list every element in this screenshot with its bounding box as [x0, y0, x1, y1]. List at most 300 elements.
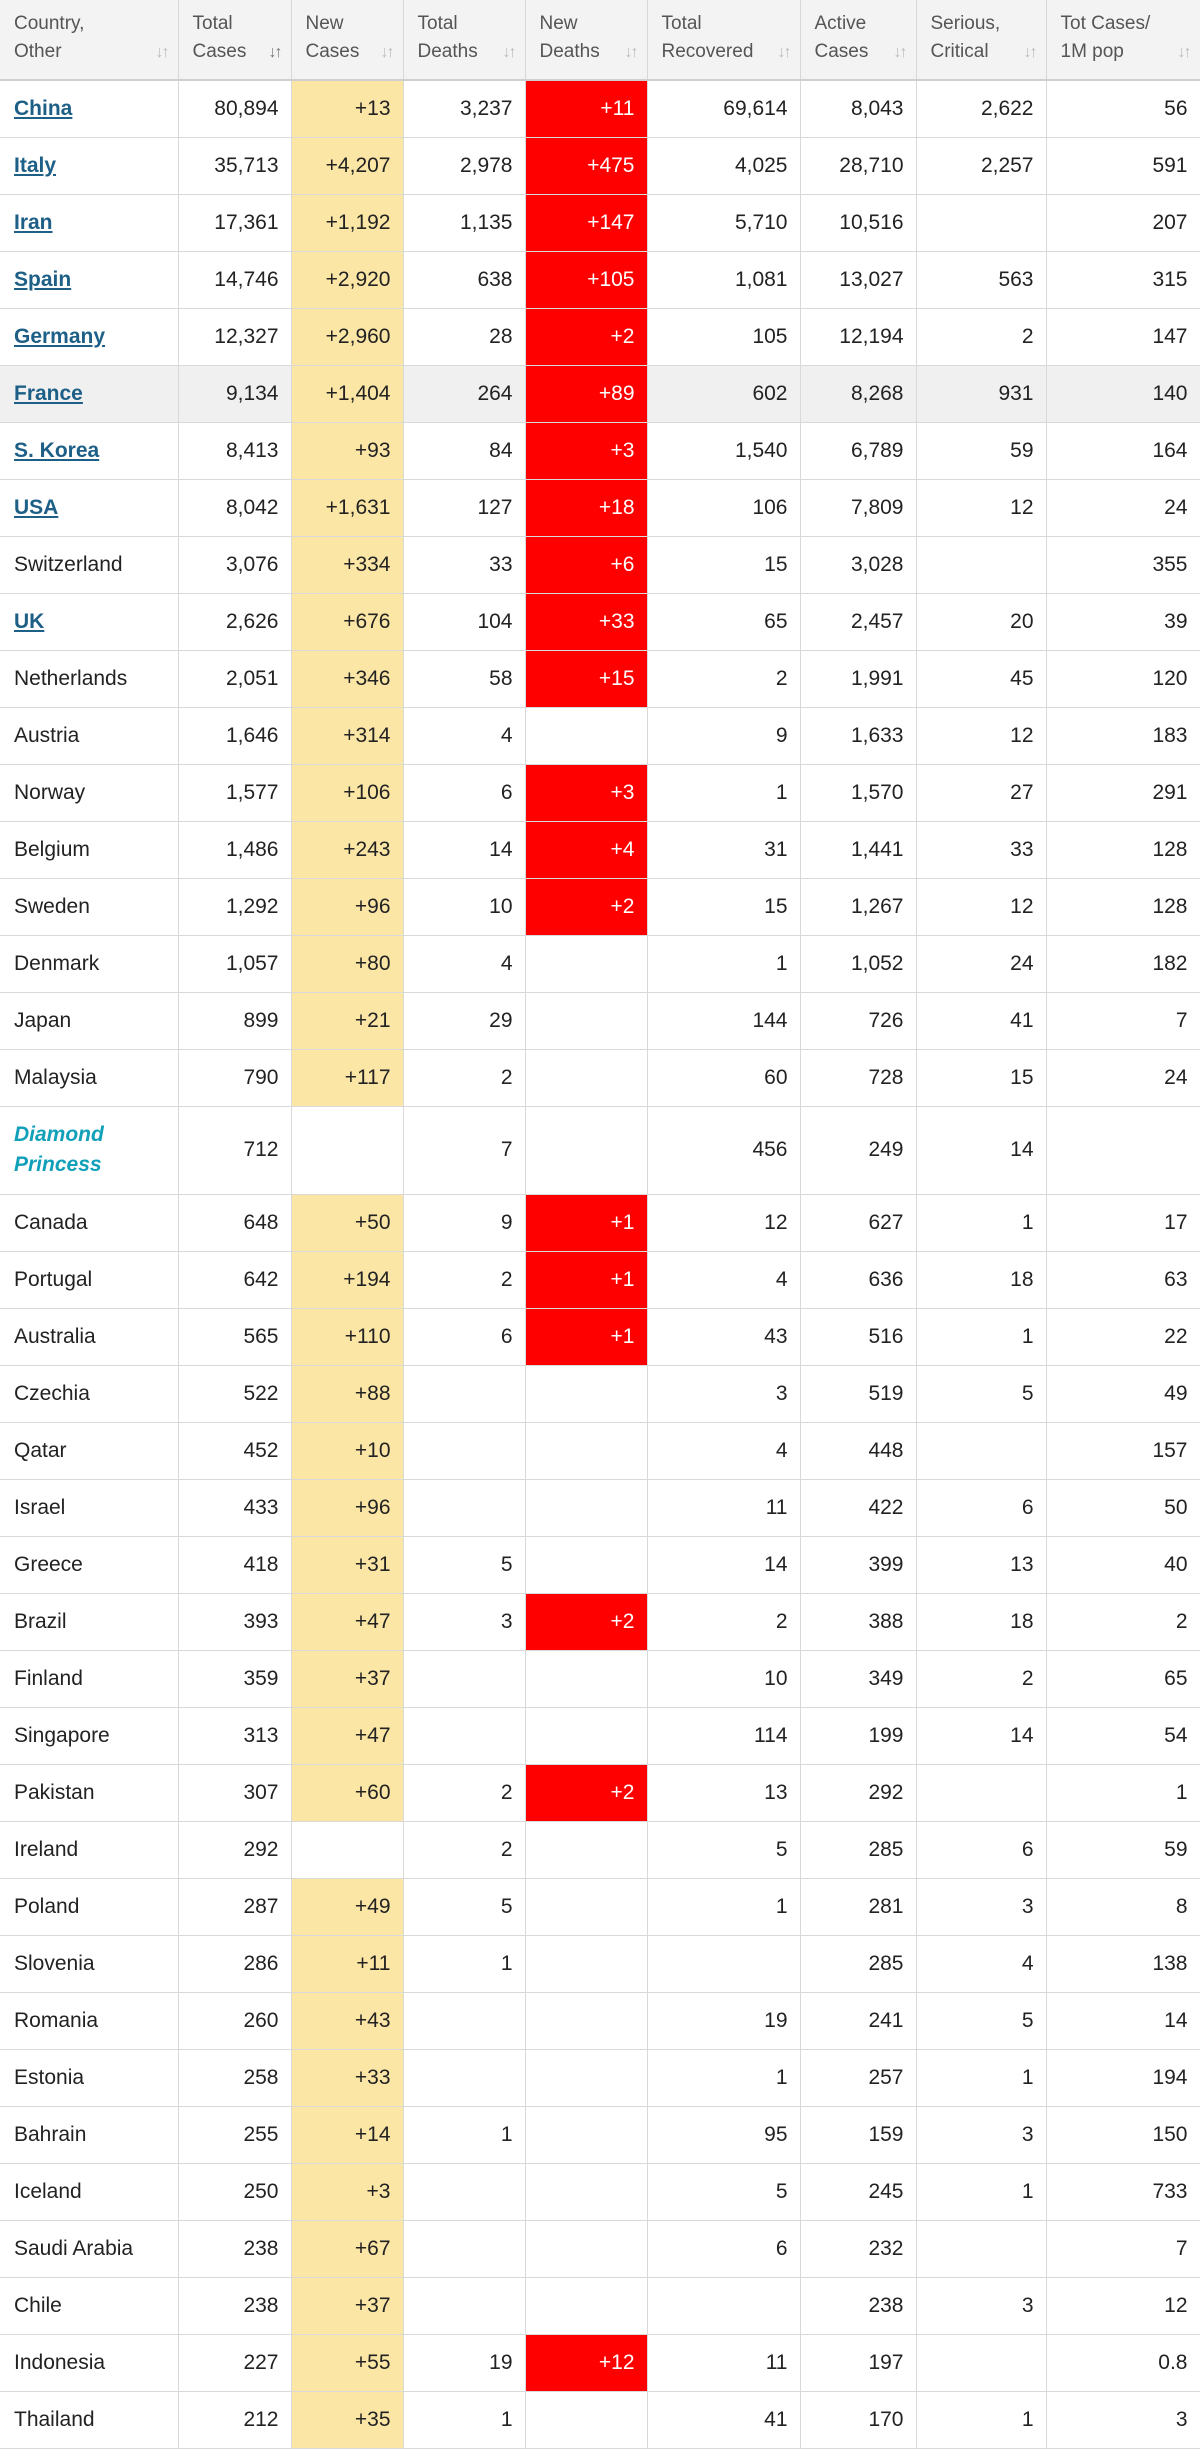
- table-row: [0, 308, 1200, 365]
- total-deaths-cell: 4: [403, 935, 525, 992]
- sort-arrows-icon[interactable]: ↓↑: [155, 44, 168, 61]
- new-cases-cell: +110: [291, 1308, 403, 1365]
- country-name: Romania: [0, 1992, 178, 2049]
- total-deaths-cell: 19: [403, 2334, 525, 2391]
- country-name[interactable]: Diamond Princess: [0, 1106, 178, 1194]
- total-cases-cell: 307: [178, 1764, 291, 1821]
- active-cases-cell: 728: [800, 1049, 916, 1106]
- serious-critical-cell: [916, 1764, 1046, 1821]
- new-cases-cell: +11: [291, 1935, 403, 1992]
- per-million-cell: 59: [1046, 1821, 1200, 1878]
- total-recovered-cell: 14: [647, 1536, 800, 1593]
- active-cases-cell: 238: [800, 2277, 916, 2334]
- country-name[interactable]: Germany: [0, 308, 178, 365]
- serious-critical-cell: 5: [916, 1992, 1046, 2049]
- table-row: [0, 935, 1200, 992]
- column-header-line: Cases: [305, 41, 360, 62]
- per-million-cell: 355: [1046, 536, 1200, 593]
- column-header-tot-cases-per-1m-pop[interactable]: [1046, 0, 1200, 80]
- per-million-cell: 182: [1046, 935, 1200, 992]
- active-cases-cell: 285: [800, 1935, 916, 1992]
- country-name: Saudi Arabia: [0, 2220, 178, 2277]
- country-name: Czechia: [0, 1365, 178, 1422]
- serious-critical-cell: [916, 1422, 1046, 1479]
- serious-critical-cell: 3: [916, 1878, 1046, 1935]
- serious-critical-cell: 1: [916, 1194, 1046, 1251]
- table-row: [0, 878, 1200, 935]
- new-cases-cell: +43: [291, 1992, 403, 2049]
- total-cases-cell: 35,713: [178, 137, 291, 194]
- serious-critical-cell: 1: [916, 2049, 1046, 2106]
- total-cases-cell: 255: [178, 2106, 291, 2163]
- serious-critical-cell: 12: [916, 878, 1046, 935]
- per-million-cell: 120: [1046, 650, 1200, 707]
- new-cases-cell: +50: [291, 1194, 403, 1251]
- total-recovered-cell: 15: [647, 536, 800, 593]
- new-cases-cell: [291, 1106, 403, 1194]
- country-name: Denmark: [0, 935, 178, 992]
- active-cases-cell: 1,441: [800, 821, 916, 878]
- column-header-total-deaths[interactable]: [403, 0, 525, 80]
- total-deaths-cell: 5: [403, 1536, 525, 1593]
- column-header-total-cases[interactable]: [178, 0, 291, 80]
- new-deaths-cell: +2: [525, 1593, 647, 1650]
- per-million-cell: 54: [1046, 1707, 1200, 1764]
- total-deaths-cell: 4: [403, 707, 525, 764]
- total-deaths-cell: 2: [403, 1764, 525, 1821]
- country-name: Austria: [0, 707, 178, 764]
- new-deaths-cell: +3: [525, 764, 647, 821]
- serious-critical-cell: 2,622: [916, 80, 1046, 137]
- country-name[interactable]: Italy: [0, 137, 178, 194]
- country-name[interactable]: Spain: [0, 251, 178, 308]
- sort-arrows-icon[interactable]: ↓↑: [777, 44, 790, 61]
- active-cases-cell: 349: [800, 1650, 916, 1707]
- sort-arrows-icon[interactable]: ↓↑: [1023, 44, 1036, 61]
- total-recovered-cell: 2: [647, 1593, 800, 1650]
- serious-critical-cell: 18: [916, 1593, 1046, 1650]
- table-row: [0, 2277, 1200, 2334]
- total-cases-cell: 1,577: [178, 764, 291, 821]
- new-cases-cell: +243: [291, 821, 403, 878]
- per-million-cell: 24: [1046, 479, 1200, 536]
- new-cases-cell: +334: [291, 536, 403, 593]
- total-recovered-cell: 41: [647, 2391, 800, 2448]
- total-cases-cell: 80,894: [178, 80, 291, 137]
- new-deaths-cell: +2: [525, 1764, 647, 1821]
- serious-critical-cell: 41: [916, 992, 1046, 1049]
- new-cases-cell: +13: [291, 80, 403, 137]
- active-cases-cell: 170: [800, 2391, 916, 2448]
- serious-critical-cell: 12: [916, 479, 1046, 536]
- country-name: Chile: [0, 2277, 178, 2334]
- total-cases-cell: 2,626: [178, 593, 291, 650]
- active-cases-cell: 8,268: [800, 365, 916, 422]
- new-deaths-cell: +1: [525, 1308, 647, 1365]
- new-deaths-cell: [525, 992, 647, 1049]
- total-deaths-cell: 2: [403, 1821, 525, 1878]
- active-cases-cell: 1,991: [800, 650, 916, 707]
- country-name: Iceland: [0, 2163, 178, 2220]
- table-row: [0, 1308, 1200, 1365]
- serious-critical-cell: 1: [916, 1308, 1046, 1365]
- active-cases-cell: 10,516: [800, 194, 916, 251]
- new-cases-cell: [291, 1821, 403, 1878]
- new-deaths-cell: [525, 1650, 647, 1707]
- column-header-new-cases[interactable]: [291, 0, 403, 80]
- total-cases-cell: 17,361: [178, 194, 291, 251]
- per-million-cell: 63: [1046, 1251, 1200, 1308]
- country-name: Thailand: [0, 2391, 178, 2448]
- country-name: Japan: [0, 992, 178, 1049]
- new-deaths-cell: +4: [525, 821, 647, 878]
- per-million-cell: 315: [1046, 251, 1200, 308]
- per-million-cell: 164: [1046, 422, 1200, 479]
- serious-critical-cell: 1: [916, 2163, 1046, 2220]
- new-deaths-cell: [525, 1106, 647, 1194]
- total-cases-cell: 250: [178, 2163, 291, 2220]
- new-deaths-cell: +475: [525, 137, 647, 194]
- country-name: Sweden: [0, 878, 178, 935]
- sort-arrows-icon[interactable]: ↓↑: [1177, 44, 1190, 61]
- table-row: [0, 1365, 1200, 1422]
- total-recovered-cell: 19: [647, 1992, 800, 2049]
- total-recovered-cell: 114: [647, 1707, 800, 1764]
- total-recovered-cell: 5: [647, 2163, 800, 2220]
- total-cases-cell: 287: [178, 1878, 291, 1935]
- table-row: [0, 536, 1200, 593]
- per-million-cell: 138: [1046, 1935, 1200, 1992]
- new-cases-cell: +4,207: [291, 137, 403, 194]
- country-name[interactable]: S. Korea: [0, 422, 178, 479]
- per-million-cell: 0.8: [1046, 2334, 1200, 2391]
- new-deaths-cell: [525, 2163, 647, 2220]
- sort-arrows-icon[interactable]: ↓↑: [624, 44, 637, 61]
- country-name: Belgium: [0, 821, 178, 878]
- new-cases-cell: +1,404: [291, 365, 403, 422]
- new-cases-cell: +1,631: [291, 479, 403, 536]
- total-recovered-cell: 2: [647, 650, 800, 707]
- total-recovered-cell: 4: [647, 1422, 800, 1479]
- total-recovered-cell: 60: [647, 1049, 800, 1106]
- total-deaths-cell: 6: [403, 764, 525, 821]
- total-cases-cell: 14,746: [178, 251, 291, 308]
- column-header-new-deaths[interactable]: [525, 0, 647, 80]
- column-header-line: Tot Cases/: [1060, 13, 1151, 34]
- new-cases-cell: +37: [291, 2277, 403, 2334]
- new-deaths-cell: +2: [525, 308, 647, 365]
- total-cases-cell: 238: [178, 2277, 291, 2334]
- country-name: Finland: [0, 1650, 178, 1707]
- country-name: Poland: [0, 1878, 178, 1935]
- active-cases-cell: 1,570: [800, 764, 916, 821]
- active-cases-cell: 281: [800, 1878, 916, 1935]
- new-deaths-cell: [525, 1365, 647, 1422]
- table-row: [0, 2049, 1200, 2106]
- new-cases-cell: +1,192: [291, 194, 403, 251]
- column-header-active-cases[interactable]: [800, 0, 916, 80]
- per-million-cell: 56: [1046, 80, 1200, 137]
- per-million-cell: 147: [1046, 308, 1200, 365]
- new-deaths-cell: +3: [525, 422, 647, 479]
- table-row: [0, 1707, 1200, 1764]
- new-cases-cell: +194: [291, 1251, 403, 1308]
- active-cases-cell: 12,194: [800, 308, 916, 365]
- new-deaths-cell: [525, 1992, 647, 2049]
- new-deaths-cell: [525, 1479, 647, 1536]
- total-deaths-cell: 9: [403, 1194, 525, 1251]
- total-deaths-cell: 638: [403, 251, 525, 308]
- new-cases-cell: +47: [291, 1707, 403, 1764]
- per-million-cell: 50: [1046, 1479, 1200, 1536]
- new-cases-cell: +96: [291, 878, 403, 935]
- new-deaths-cell: [525, 2277, 647, 2334]
- total-cases-cell: 565: [178, 1308, 291, 1365]
- table-row: [0, 2391, 1200, 2448]
- new-deaths-cell: +105: [525, 251, 647, 308]
- new-cases-cell: +93: [291, 422, 403, 479]
- country-name: Israel: [0, 1479, 178, 1536]
- table-row: [0, 2106, 1200, 2163]
- per-million-cell: 183: [1046, 707, 1200, 764]
- total-recovered-cell: 9: [647, 707, 800, 764]
- active-cases-cell: 1,633: [800, 707, 916, 764]
- serious-critical-cell: 2: [916, 308, 1046, 365]
- serious-critical-cell: 3: [916, 2277, 1046, 2334]
- new-cases-cell: +49: [291, 1878, 403, 1935]
- table-body: [0, 80, 1200, 2448]
- active-cases-cell: 726: [800, 992, 916, 1049]
- per-million-cell: 12: [1046, 2277, 1200, 2334]
- active-cases-cell: 636: [800, 1251, 916, 1308]
- total-deaths-cell: 2,978: [403, 137, 525, 194]
- per-million-cell: 1: [1046, 1764, 1200, 1821]
- total-recovered-cell: 1: [647, 764, 800, 821]
- new-cases-cell: +314: [291, 707, 403, 764]
- country-name: Netherlands: [0, 650, 178, 707]
- new-deaths-cell: +12: [525, 2334, 647, 2391]
- column-header-line: Total: [661, 13, 702, 34]
- per-million-cell: 14: [1046, 1992, 1200, 2049]
- total-cases-cell: 2,051: [178, 650, 291, 707]
- total-recovered-cell: [647, 2277, 800, 2334]
- table-row: [0, 1764, 1200, 1821]
- sort-arrows-icon[interactable]: ↓↑: [893, 44, 906, 61]
- table-row: [0, 1536, 1200, 1593]
- total-cases-cell: 642: [178, 1251, 291, 1308]
- serious-critical-cell: 2: [916, 1650, 1046, 1707]
- per-million-cell: 194: [1046, 2049, 1200, 2106]
- table-row: [0, 1878, 1200, 1935]
- active-cases-cell: 199: [800, 1707, 916, 1764]
- total-deaths-cell: 28: [403, 308, 525, 365]
- serious-critical-cell: 45: [916, 650, 1046, 707]
- total-deaths-cell: 3,237: [403, 80, 525, 137]
- new-cases-cell: +106: [291, 764, 403, 821]
- total-cases-cell: 712: [178, 1106, 291, 1194]
- total-deaths-cell: 6: [403, 1308, 525, 1365]
- total-deaths-cell: 29: [403, 992, 525, 1049]
- new-cases-cell: +60: [291, 1764, 403, 1821]
- active-cases-cell: 197: [800, 2334, 916, 2391]
- table-row: [0, 1106, 1200, 1194]
- new-cases-cell: +33: [291, 2049, 403, 2106]
- country-name: Switzerland: [0, 536, 178, 593]
- column-header-line: Recovered: [661, 41, 754, 62]
- table-row: [0, 821, 1200, 878]
- per-million-cell: 150: [1046, 2106, 1200, 2163]
- total-recovered-cell: 1: [647, 935, 800, 992]
- serious-critical-cell: [916, 2334, 1046, 2391]
- new-deaths-cell: [525, 935, 647, 992]
- column-header-total-recovered[interactable]: [647, 0, 800, 80]
- total-deaths-cell: 3: [403, 1593, 525, 1650]
- column-header-line: Deaths: [417, 41, 478, 62]
- total-deaths-cell: [403, 1650, 525, 1707]
- per-million-cell: 2: [1046, 1593, 1200, 1650]
- active-cases-cell: 7,809: [800, 479, 916, 536]
- new-deaths-cell: +89: [525, 365, 647, 422]
- country-name[interactable]: USA: [0, 479, 178, 536]
- serious-critical-cell: 27: [916, 764, 1046, 821]
- new-cases-cell: +55: [291, 2334, 403, 2391]
- total-recovered-cell: 11: [647, 1479, 800, 1536]
- country-name: Indonesia: [0, 2334, 178, 2391]
- active-cases-cell: 422: [800, 1479, 916, 1536]
- country-name[interactable]: China: [0, 80, 178, 137]
- active-cases-cell: 399: [800, 1536, 916, 1593]
- total-deaths-cell: [403, 2220, 525, 2277]
- serious-critical-cell: 2,257: [916, 137, 1046, 194]
- total-deaths-cell: 5: [403, 1878, 525, 1935]
- serious-critical-cell: 59: [916, 422, 1046, 479]
- table-row: [0, 137, 1200, 194]
- country-name: Norway: [0, 764, 178, 821]
- active-cases-cell: 516: [800, 1308, 916, 1365]
- active-cases-cell: 245: [800, 2163, 916, 2220]
- total-recovered-cell: 12: [647, 1194, 800, 1251]
- new-deaths-cell: +33: [525, 593, 647, 650]
- total-deaths-cell: 2: [403, 1251, 525, 1308]
- total-cases-cell: 1,646: [178, 707, 291, 764]
- total-recovered-cell: 11: [647, 2334, 800, 2391]
- column-header-line: Total: [417, 13, 458, 34]
- table-row: [0, 479, 1200, 536]
- table-row: [0, 365, 1200, 422]
- new-deaths-cell: [525, 1821, 647, 1878]
- serious-critical-cell: [916, 2220, 1046, 2277]
- serious-critical-cell: 24: [916, 935, 1046, 992]
- serious-critical-cell: 13: [916, 1536, 1046, 1593]
- column-header-serious-critical[interactable]: [916, 0, 1046, 80]
- table-row: [0, 2220, 1200, 2277]
- per-million-cell: 65: [1046, 1650, 1200, 1707]
- sort-arrows-icon[interactable]: ↓↑: [268, 44, 281, 61]
- total-cases-cell: 238: [178, 2220, 291, 2277]
- country-name[interactable]: Iran: [0, 194, 178, 251]
- active-cases-cell: 285: [800, 1821, 916, 1878]
- column-header-line: Deaths: [539, 41, 600, 62]
- serious-critical-cell: 931: [916, 365, 1046, 422]
- column-header-line: Cases: [192, 41, 247, 62]
- country-name: Pakistan: [0, 1764, 178, 1821]
- active-cases-cell: 159: [800, 2106, 916, 2163]
- total-deaths-cell: 7: [403, 1106, 525, 1194]
- new-deaths-cell: [525, 2106, 647, 2163]
- active-cases-cell: 1,052: [800, 935, 916, 992]
- column-header-line: Serious,: [930, 13, 1001, 34]
- column-header-country-other[interactable]: [0, 0, 178, 80]
- total-recovered-cell: 1: [647, 1878, 800, 1935]
- table-row: [0, 194, 1200, 251]
- total-deaths-cell: [403, 1422, 525, 1479]
- total-recovered-cell: 69,614: [647, 80, 800, 137]
- total-deaths-cell: 127: [403, 479, 525, 536]
- column-header-line: New: [539, 13, 578, 34]
- sort-arrows-icon[interactable]: ↓↑: [502, 44, 515, 61]
- country-name: Ireland: [0, 1821, 178, 1878]
- new-deaths-cell: [525, 1536, 647, 1593]
- country-name: Slovenia: [0, 1935, 178, 1992]
- country-name: Portugal: [0, 1251, 178, 1308]
- table-row: [0, 1821, 1200, 1878]
- serious-critical-cell: 5: [916, 1365, 1046, 1422]
- country-name: Greece: [0, 1536, 178, 1593]
- new-cases-cell: +35: [291, 2391, 403, 2448]
- column-header-line: 1M pop: [1060, 41, 1124, 62]
- total-cases-cell: 8,413: [178, 422, 291, 479]
- per-million-cell: 733: [1046, 2163, 1200, 2220]
- sort-arrows-icon[interactable]: ↓↑: [380, 44, 393, 61]
- new-deaths-cell: [525, 1049, 647, 1106]
- serious-critical-cell: [916, 194, 1046, 251]
- new-deaths-cell: [525, 1422, 647, 1479]
- serious-critical-cell: 1: [916, 2391, 1046, 2448]
- per-million-cell: 40: [1046, 1536, 1200, 1593]
- total-cases-cell: 3,076: [178, 536, 291, 593]
- total-cases-cell: 1,486: [178, 821, 291, 878]
- total-recovered-cell: 1,081: [647, 251, 800, 308]
- per-million-cell: 39: [1046, 593, 1200, 650]
- total-deaths-cell: 2: [403, 1049, 525, 1106]
- new-deaths-cell: +1: [525, 1194, 647, 1251]
- total-deaths-cell: 14: [403, 821, 525, 878]
- total-cases-cell: 12,327: [178, 308, 291, 365]
- serious-critical-cell: 563: [916, 251, 1046, 308]
- total-cases-cell: 899: [178, 992, 291, 1049]
- new-cases-cell: +37: [291, 1650, 403, 1707]
- country-name: Brazil: [0, 1593, 178, 1650]
- country-name[interactable]: France: [0, 365, 178, 422]
- total-cases-cell: 522: [178, 1365, 291, 1422]
- active-cases-cell: 249: [800, 1106, 916, 1194]
- active-cases-cell: 241: [800, 1992, 916, 2049]
- country-name[interactable]: UK: [0, 593, 178, 650]
- country-name: Estonia: [0, 2049, 178, 2106]
- column-header-line: Active: [814, 13, 867, 34]
- per-million-cell: 49: [1046, 1365, 1200, 1422]
- new-deaths-cell: +147: [525, 194, 647, 251]
- total-cases-cell: 452: [178, 1422, 291, 1479]
- serious-critical-cell: 6: [916, 1821, 1046, 1878]
- total-recovered-cell: 5: [647, 1821, 800, 1878]
- new-cases-cell: +21: [291, 992, 403, 1049]
- new-deaths-cell: +6: [525, 536, 647, 593]
- active-cases-cell: 627: [800, 1194, 916, 1251]
- total-cases-cell: 359: [178, 1650, 291, 1707]
- total-recovered-cell: 602: [647, 365, 800, 422]
- active-cases-cell: 3,028: [800, 536, 916, 593]
